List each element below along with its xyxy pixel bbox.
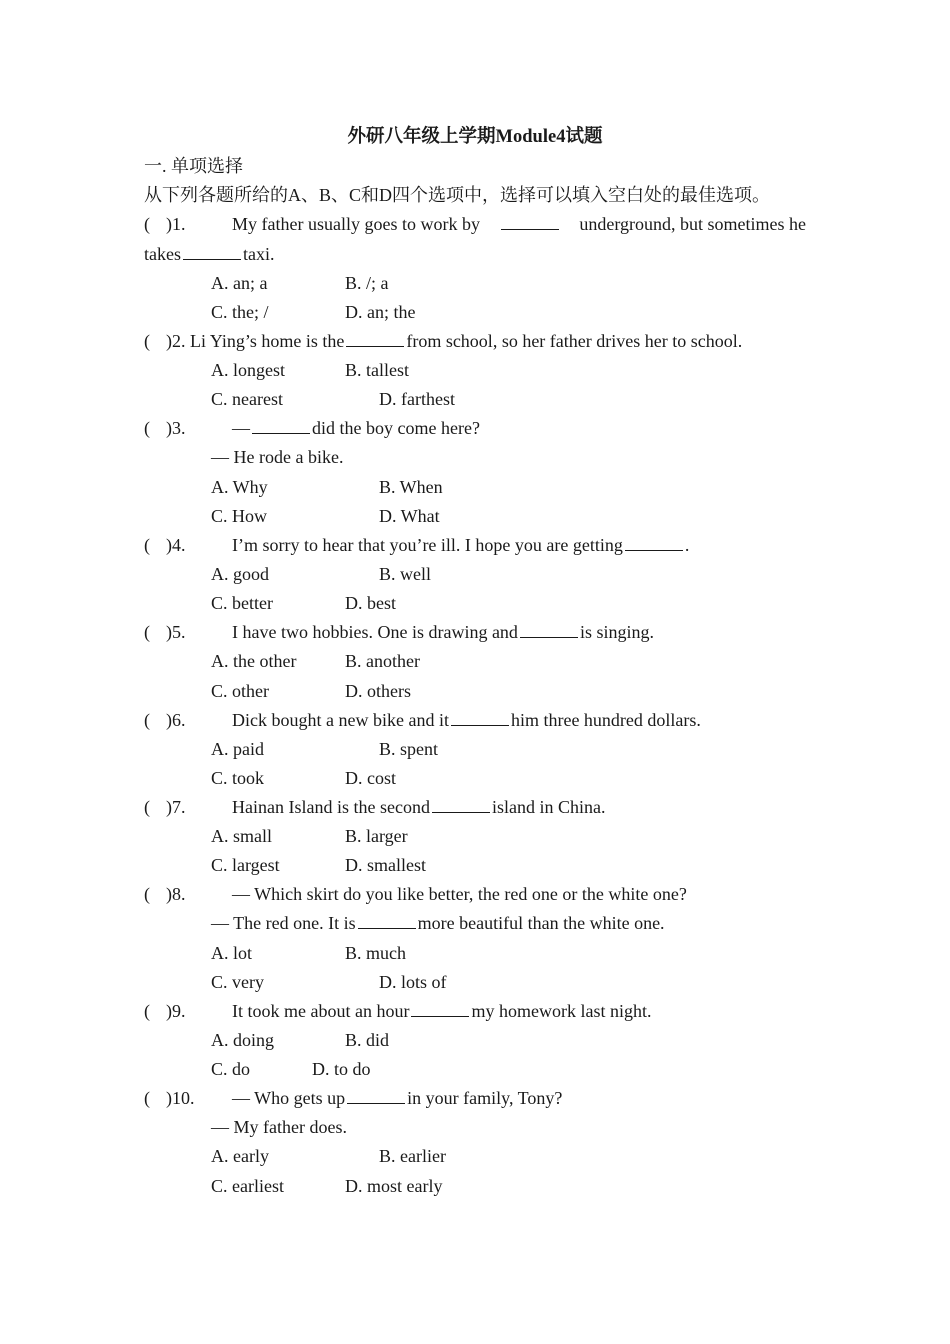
answer-blank xyxy=(358,912,416,929)
answer-blank xyxy=(411,1000,469,1017)
option-a: A. good xyxy=(211,564,269,584)
question-4-stem xyxy=(144,534,689,556)
stem-text: — xyxy=(232,418,250,438)
answer-paren: ( xyxy=(144,418,150,438)
question-1-stem-cont xyxy=(144,243,274,265)
option-b: B. well xyxy=(379,564,431,584)
option-d: D. to do xyxy=(312,1059,371,1079)
option-a: A. Why xyxy=(211,477,268,497)
stem-text: I’m sorry to hear that you’re ill. I hope you are getting xyxy=(232,535,623,555)
option-b: B. When xyxy=(379,477,443,497)
stem-text: underground, but sometimes he xyxy=(579,214,806,234)
question-3-reply: — He rode a bike. xyxy=(211,447,344,467)
stem-text: Dick bought a new bike and it xyxy=(232,710,449,730)
stem-text: I have two hobbies. One is drawing and xyxy=(232,622,518,642)
stem-text: — Which skirt do you like better, the red one or the white one? xyxy=(232,884,687,904)
option-b: B. another xyxy=(345,651,420,671)
question-number: )8. xyxy=(166,884,186,904)
question-5-stem xyxy=(144,621,654,643)
stem-text: him three hundred dollars. xyxy=(510,710,701,730)
option-a: A. lot xyxy=(211,943,253,963)
answer-blank xyxy=(501,213,559,230)
answer-blank xyxy=(625,534,683,551)
question-6-stem xyxy=(144,709,701,731)
option-a: A. small xyxy=(211,826,272,846)
answer-paren: ( xyxy=(144,622,150,642)
option-c: C. nearest xyxy=(211,389,283,409)
question-number: )2. Li Ying’s home is the xyxy=(166,331,345,351)
option-a: A. doing xyxy=(211,1030,274,1050)
option-a: A. early xyxy=(211,1146,269,1166)
option-d: D. others xyxy=(345,681,411,701)
question-number: )4. xyxy=(166,535,186,555)
answer-blank xyxy=(520,621,578,638)
question-number: )7. xyxy=(166,797,186,817)
answer-paren: ( xyxy=(144,331,150,351)
answer-paren: ( xyxy=(144,1001,150,1021)
stem-text: My father usually goes to work by xyxy=(232,214,480,234)
stem-text: takes xyxy=(144,244,181,264)
stem-text: — Who gets up xyxy=(232,1088,346,1108)
option-d: D. What xyxy=(379,506,440,526)
answer-blank xyxy=(252,417,310,434)
question-8-reply xyxy=(211,912,665,934)
question-10-stem xyxy=(144,1087,562,1109)
question-7-stem xyxy=(144,796,605,818)
option-d: D. lots of xyxy=(379,972,447,992)
option-d: D. cost xyxy=(345,768,396,788)
stem-text: — The red one. It is xyxy=(211,913,356,933)
question-number: )9. xyxy=(166,1001,186,1021)
stem-text: is singing. xyxy=(579,622,654,642)
option-b: B. did xyxy=(345,1030,390,1050)
option-b: B. /; a xyxy=(345,273,389,293)
option-a: A. paid xyxy=(211,739,264,759)
stem-text: . xyxy=(684,535,690,555)
option-d: D. an; the xyxy=(345,302,416,322)
answer-blank xyxy=(183,243,241,260)
answer-paren: ( xyxy=(144,797,150,817)
question-number: )3. xyxy=(166,418,186,438)
option-b: B. tallest xyxy=(345,360,409,380)
option-c: C. the; / xyxy=(211,302,269,322)
question-number: )6. xyxy=(166,710,186,730)
option-d: D. farthest xyxy=(379,389,455,409)
question-8-stem xyxy=(144,883,687,905)
answer-paren: ( xyxy=(144,535,150,555)
option-b: B. much xyxy=(345,943,406,963)
option-d: D. best xyxy=(345,593,396,613)
question-9-stem xyxy=(144,1000,651,1022)
option-b: B. spent xyxy=(379,739,439,759)
stem-text: It took me about an hour xyxy=(232,1001,410,1021)
option-a: A. longest xyxy=(211,360,285,380)
stem-text: more beautiful than the white one. xyxy=(417,913,665,933)
answer-paren: ( xyxy=(144,884,150,904)
option-c: C. other xyxy=(211,681,269,701)
option-c: C. How xyxy=(211,506,268,526)
option-d: D. smallest xyxy=(345,855,426,875)
question-number: )1. xyxy=(166,214,186,234)
question-2-stem xyxy=(144,330,742,352)
stem-text: taxi. xyxy=(242,244,275,264)
question-number: )5. xyxy=(166,622,186,642)
option-a: A. an; a xyxy=(211,273,268,293)
page-title: 外研八年级上学期Module4试题 xyxy=(347,127,603,147)
answer-paren: ( xyxy=(144,710,150,730)
stem-text: island in China. xyxy=(491,797,606,817)
stem-text: Hainan Island is the second xyxy=(232,797,430,817)
section-instruction: 从下列各题所给的A、B、C和D四个选项中，选择可以填入空白处的最佳选项。 xyxy=(144,185,771,205)
option-b: B. larger xyxy=(345,826,408,846)
stem-text: from school, so her father drives her to school. xyxy=(406,331,743,351)
option-c: C. do xyxy=(211,1059,251,1079)
option-c: C. took xyxy=(211,768,265,788)
option-b: B. earlier xyxy=(379,1146,446,1166)
answer-blank xyxy=(432,796,490,813)
question-3-stem xyxy=(144,417,480,439)
option-c: C. better xyxy=(211,593,273,613)
answer-blank xyxy=(346,330,404,347)
stem-text: my homework last night. xyxy=(471,1001,652,1021)
question-1-stem xyxy=(144,213,806,235)
option-c: C. very xyxy=(211,972,264,992)
option-d: D. most early xyxy=(345,1176,443,1196)
option-c: C. largest xyxy=(211,855,280,875)
answer-blank xyxy=(451,709,509,726)
section-heading: 一. 单项选择 xyxy=(144,156,243,176)
option-c: C. earliest xyxy=(211,1176,284,1196)
answer-blank xyxy=(347,1087,405,1104)
question-10-reply: — My father does. xyxy=(211,1117,347,1137)
answer-paren: ( xyxy=(144,214,150,234)
option-a: A. the other xyxy=(211,651,297,671)
stem-text: did the boy come here? xyxy=(312,418,480,438)
stem-text: in your family, Tony? xyxy=(407,1088,563,1108)
question-number: )10. xyxy=(166,1088,195,1108)
answer-paren: ( xyxy=(144,1088,150,1108)
